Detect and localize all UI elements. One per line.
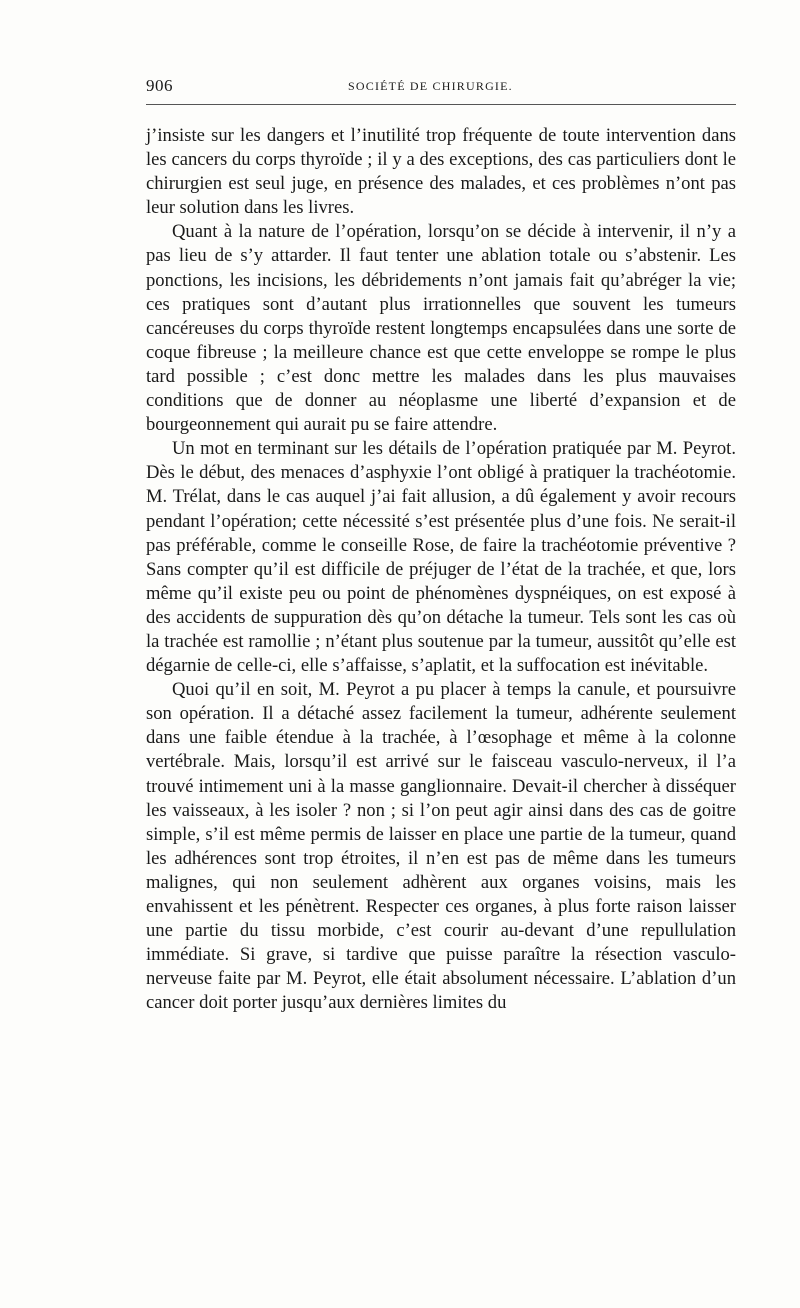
paragraph-1: j’insiste sur les dangers et l’inutilité trop fréquente de toute intervention dans les cancers du corps thyroïde ; il y a des exceptions, des cas particuliers dont le chirurgien est seul juge, en présence des malades, et ces problèmes n’ont pas leur solution dans les livres. [146, 125, 736, 219]
paragraph-3: Un mot en terminant sur les détails de l’opération pratiquée par M. Peyrot. Dès le début, des menaces d’asphyxie l’ont obligé à pratiquer la trachéotomie. M. Trélat, dans le cas auquel j’ai fait allusion, a dû également y avoir recours pendant l’opération; cette nécessité s’est présentée plus d’une fois. Ne serait-il pas préférable, comme le conseille Rose, de faire la trachéotomie préventive ? Sans compter qu’il est difficile de préjuger de l’état de la trachée, et que, lors même qu’il existe peu ou point de phénomènes dyspnéiques, on est exposé à des accidents de suppuration dès qu’on détache la tumeur. Tels sont les cas où la trachée est ramollie ; n’étant plus soutenue par la tumeur, aussitôt qu’elle est dégarnie de celle-ci, elle s’affaisse, s’aplatit, et la suffocation est inévitable. [146, 438, 736, 677]
running-head [146, 76, 736, 102]
running-title: SOCIÉTÉ DE CHIRURGIE. [348, 79, 513, 93]
page-number: 906 [146, 76, 173, 95]
body-text [146, 124, 736, 1015]
paragraph-2: Quant à la nature de l’opération, lorsqu’on se décide à intervenir, il n’y a pas lieu de s’y attarder. Il faut tenter une ablation totale ou s’abstenir. Les ponctions, les incisions, les débridements n’ont jamais fait qu’abréger la vie; ces pratiques sont d’autant plus irrationnelles que souvent les tumeurs cancéreuses du corps thyroïde restent longtemps encapsulées dans une sorte de coque fibreuse ; la meilleure chance est que cette enveloppe se rompe le plus tard possible ; c’est donc mettre les malades dans les plus mauvaises conditions que de donner au néoplasme une liberté d’expansion et de bourgeonnement qui aurait pu se faire attendre. [146, 221, 736, 436]
paragraph-4: Quoi qu’il en soit, M. Peyrot a pu placer à temps la canule, et poursuivre son opération. Il a détaché assez facilement la tumeur, adhérente seulement dans une faible étendue à la trachée, à l’œsophage et même à la colonne vertébrale. Mais, lorsqu’il est arrivé sur le faisceau vasculo-nerveux, il l’a trouvé intimement uni à la masse ganglionnaire. Devait-il chercher à disséquer les vaisseaux, à les isoler ? non ; si l’on peut agir ainsi dans des cas de goitre simple, s’il est même permis de laisser en place une partie de la tumeur, quand les adhérences sont trop étroites, il n’en est pas de même dans les tumeurs malignes, qui non seulement adhèrent aux organes voisins, mais les envahissent et les pénètrent. Respecter ces organes, à plus forte raison laisser une partie du tissu morbide, c’est courir au-devant d’une repullulation immédiate. Si grave, si tardive que puisse paraître la résection vasculo-nerveuse faite par M. Peyrot, elle était absolument nécessaire. L’ablation d’un cancer doit porter jusqu’aux dernières limites du [146, 679, 736, 1014]
header-rule [146, 104, 736, 105]
